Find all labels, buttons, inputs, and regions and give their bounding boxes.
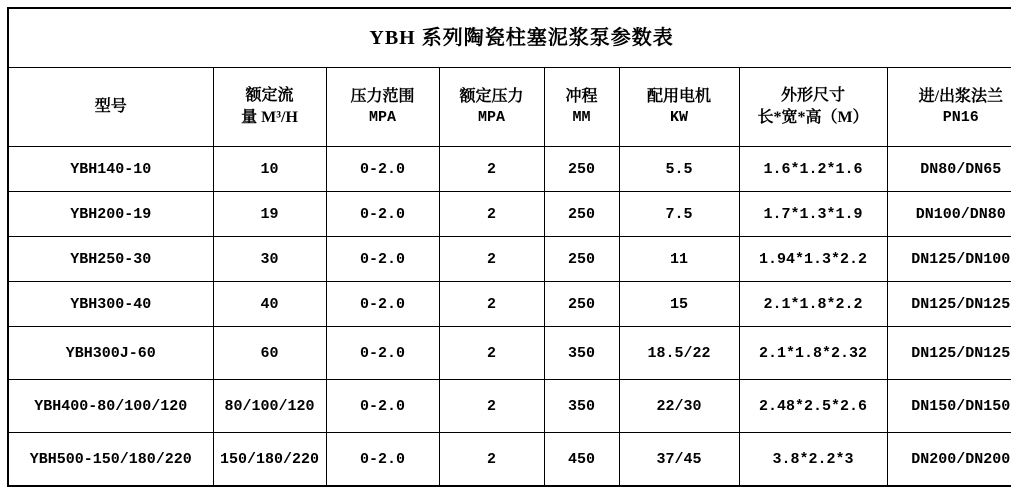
cell-rated-pressure: 2 bbox=[439, 147, 544, 192]
column-header-pressure-range-line2: MPA bbox=[330, 108, 436, 128]
cell-dimensions: 1.7*1.3*1.9 bbox=[739, 192, 887, 237]
column-header-model-line1: 型号 bbox=[12, 96, 210, 118]
cell-dimensions: 3.8*2.2*3 bbox=[739, 433, 887, 487]
column-header-rated-flow bbox=[213, 68, 326, 147]
column-header-stroke-line1: 冲程 bbox=[548, 86, 616, 108]
cell-stroke: 350 bbox=[544, 327, 619, 380]
column-header-motor-line2: KW bbox=[623, 108, 736, 128]
cell-rated-pressure: 2 bbox=[439, 380, 544, 433]
cell-flange: DN80/DN65 bbox=[887, 147, 1011, 192]
column-header-rated-flow-line1: 额定流 bbox=[217, 85, 323, 107]
cell-rated-flow: 80/100/120 bbox=[213, 380, 326, 433]
table-row bbox=[8, 380, 1011, 433]
column-header-dimensions-line1: 外形尺寸 bbox=[743, 85, 884, 107]
table-row bbox=[8, 327, 1011, 380]
column-header-rated-pressure-line2: MPA bbox=[443, 108, 541, 128]
cell-dimensions: 2.48*2.5*2.6 bbox=[739, 380, 887, 433]
column-header-flange bbox=[887, 68, 1011, 147]
cell-motor: 15 bbox=[619, 282, 739, 327]
cell-stroke: 250 bbox=[544, 282, 619, 327]
cell-dimensions: 1.94*1.3*2.2 bbox=[739, 237, 887, 282]
cell-motor: 5.5 bbox=[619, 147, 739, 192]
cell-stroke: 250 bbox=[544, 147, 619, 192]
cell-model: YBH140-10 bbox=[8, 147, 213, 192]
table-row bbox=[8, 433, 1011, 487]
cell-model: YBH500-150/180/220 bbox=[8, 433, 213, 487]
cell-motor: 37/45 bbox=[619, 433, 739, 487]
column-header-dimensions bbox=[739, 68, 887, 147]
cell-dimensions: 2.1*1.8*2.2 bbox=[739, 282, 887, 327]
cell-rated-flow: 40 bbox=[213, 282, 326, 327]
cell-pressure-range: 0-2.0 bbox=[326, 327, 439, 380]
cell-rated-flow: 60 bbox=[213, 327, 326, 380]
cell-flange: DN125/DN125 bbox=[887, 282, 1011, 327]
cell-pressure-range: 0-2.0 bbox=[326, 433, 439, 487]
column-header-motor-line1: 配用电机 bbox=[623, 86, 736, 108]
cell-dimensions: 2.1*1.8*2.32 bbox=[739, 327, 887, 380]
column-header-stroke bbox=[544, 68, 619, 147]
column-header-flange-line1: 进/出浆法兰 bbox=[891, 86, 1011, 108]
cell-rated-flow: 19 bbox=[213, 192, 326, 237]
cell-rated-flow: 30 bbox=[213, 237, 326, 282]
title-row bbox=[8, 8, 1011, 68]
cell-stroke: 250 bbox=[544, 192, 619, 237]
column-header-dimensions-line2: 长*宽*高（M） bbox=[743, 107, 884, 129]
cell-pressure-range: 0-2.0 bbox=[326, 282, 439, 327]
cell-pressure-range: 0-2.0 bbox=[326, 147, 439, 192]
cell-rated-pressure: 2 bbox=[439, 192, 544, 237]
column-header-pressure-range bbox=[326, 68, 439, 147]
cell-rated-pressure: 2 bbox=[439, 282, 544, 327]
cell-pressure-range: 0-2.0 bbox=[326, 237, 439, 282]
column-header-rated-pressure-line1: 额定压力 bbox=[443, 86, 541, 108]
cell-stroke: 450 bbox=[544, 433, 619, 487]
cell-flange: DN200/DN200 bbox=[887, 433, 1011, 487]
cell-motor: 22/30 bbox=[619, 380, 739, 433]
parameters-table bbox=[7, 7, 1011, 487]
cell-rated-pressure: 2 bbox=[439, 327, 544, 380]
table-body bbox=[8, 147, 1011, 487]
column-header-model bbox=[8, 68, 213, 147]
table-row bbox=[8, 237, 1011, 282]
table-row bbox=[8, 192, 1011, 237]
cell-flange: DN150/DN150 bbox=[887, 380, 1011, 433]
column-header-flange-line2: PN16 bbox=[891, 108, 1011, 128]
cell-rated-flow: 150/180/220 bbox=[213, 433, 326, 487]
cell-pressure-range: 0-2.0 bbox=[326, 192, 439, 237]
column-header-pressure-range-line1: 压力范围 bbox=[330, 86, 436, 108]
cell-stroke: 350 bbox=[544, 380, 619, 433]
cell-motor: 7.5 bbox=[619, 192, 739, 237]
cell-model: YBH250-30 bbox=[8, 237, 213, 282]
column-header-motor bbox=[619, 68, 739, 147]
table-head bbox=[8, 8, 1011, 147]
cell-flange: DN125/DN100 bbox=[887, 237, 1011, 282]
page-title: YBH 系列陶瓷柱塞泥浆泵参数表 bbox=[8, 8, 1011, 68]
cell-model: YBH300-40 bbox=[8, 282, 213, 327]
cell-rated-pressure: 2 bbox=[439, 237, 544, 282]
column-header-rated-flow-line2: 量 M³/H bbox=[217, 107, 323, 129]
cell-model: YBH200-19 bbox=[8, 192, 213, 237]
column-header-rated-pressure bbox=[439, 68, 544, 147]
cell-flange: DN125/DN125 bbox=[887, 327, 1011, 380]
cell-motor: 18.5/22 bbox=[619, 327, 739, 380]
cell-stroke: 250 bbox=[544, 237, 619, 282]
header-row bbox=[8, 68, 1011, 147]
column-header-stroke-line2: MM bbox=[548, 108, 616, 128]
cell-motor: 11 bbox=[619, 237, 739, 282]
cell-model: YBH300J-60 bbox=[8, 327, 213, 380]
table-row bbox=[8, 282, 1011, 327]
cell-flange: DN100/DN80 bbox=[887, 192, 1011, 237]
cell-rated-flow: 10 bbox=[213, 147, 326, 192]
cell-dimensions: 1.6*1.2*1.6 bbox=[739, 147, 887, 192]
cell-model: YBH400-80/100/120 bbox=[8, 380, 213, 433]
cell-pressure-range: 0-2.0 bbox=[326, 380, 439, 433]
cell-rated-pressure: 2 bbox=[439, 433, 544, 487]
table-row bbox=[8, 147, 1011, 192]
